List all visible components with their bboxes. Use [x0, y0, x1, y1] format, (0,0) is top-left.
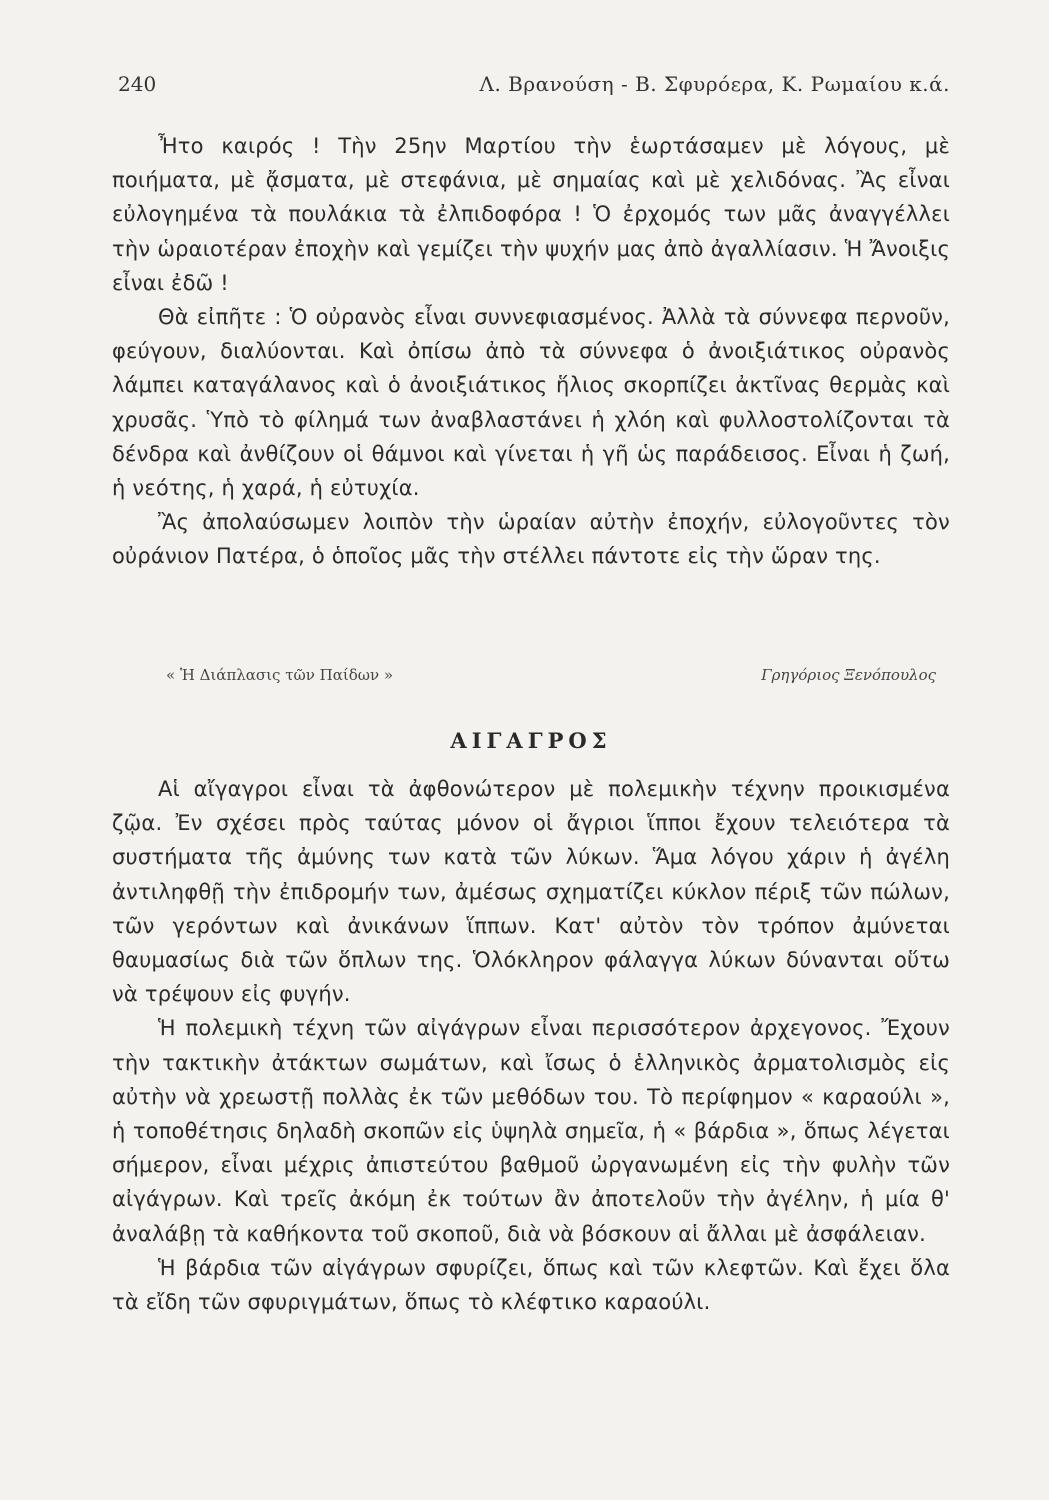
- paragraph: Ἂς ἀπολαύσωμεν λοιπὸν τὴν ὡραίαν αὐτὴν ἐποχήν, εὐλογοῦντες τὸν οὐράνιον Πατέρα, ὁ ὁποῖος μᾶς τὴν στέλλει πάντοτε εἰς τὴν ὥραν της.: [112, 510, 950, 569]
- paragraph: Ἦτο καιρός ! Τὴν 25ην Μαρτίου τὴν ἑωρτάσαμεν μὲ λόγους, μὲ ποιήματα, μὲ ᾄσματα, μὲ στεφάνια, μὲ σημαίας καὶ μὲ χελιδόνας. Ἂς εἶναι εὐλογημένα τὰ πουλάκια τὰ ἐλπιδοφόρα ! Ὁ ἐρχομός των μᾶς ἀναγγέλλει τὴν ὡραιοτέραν ἐποχὴν καὶ γεμίζει τὴν ψυχήν μας ἀπὸ ἀγαλλίασιν. Ἡ Ἄνοιξις εἶναι ἐδῶ !: [112, 134, 950, 295]
- source-author: Γρηγόριος Ξενόπουλος: [761, 666, 936, 684]
- source-attribution: [112, 660, 950, 690]
- paragraph: Αἱ αἴγαγροι εἶναι τὰ ἀφθονώτερον μὲ πολεμικὴν τέχνην προικισμένα ζῷα. Ἐν σχέσει πρὸς ταύτας μόνον οἱ ἄγριοι ἵπποι ἔχουν τελειότερα τὰ συστήματα τῆς ἀμύνης των κατὰ τῶν λύκων. Ἅμα λόγου χάριν ἡ ἀγέλη ἀντιληφθῇ τὴν ἐπιδρομήν των, ἀμέσως σχηματίζει κύκλον πέριξ τῶν πώλων, τῶν γερόντων καὶ ἀνικάνων ἵππων. Κατ' αὐτὸν τὸν τρόπον ἀμύνεται θαυμασίως διὰ τῶν ὅπλων της. Ὁλόκληρον φάλαγγα λύκων δύνανται οὕτω νὰ τρέψουν εἰς φυγήν.: [112, 777, 950, 1007]
- paragraph: Ἡ πολεμικὴ τέχνη τῶν αἰγάγρων εἶναι περισσότερον ἀρχεγονος. Ἔχουν τὴν τακτικὴν ἀτάκτων σωμάτων, καὶ ἴσως ὁ ἑλληνικὸς ἀρματολισμὸς εἰς αὐτὴν νὰ χρεωστῇ πολλὰς ἐκ τῶν μεθόδων του. Τὸ περίφημον « καραούλι », ἡ τοποθέτησις δηλαδὴ σκοπῶν εἰς ὑψηλὰ σημεῖα, ἡ « βάρδια », ὅπως λέγεται σήμερον, εἶναι μέχρις ἀπιστεύτου βαθμοῦ ὠργανωμένη εἰς τὴν φυλὴν τῶν αἰγάγρων. Καὶ τρεῖς ἀκόμη ἐκ τούτων ἂν ἀποτελοῦν τὴν ἀγέλην, ἡ μία θ' ἀναλάβῃ τὰ καθήκοντα τοῦ σκοποῦ, διὰ νὰ βόσκουν αἱ ἄλλαι μὲ ἀσφάλειαν.: [112, 1016, 950, 1246]
- passage-aigagros: [112, 772, 950, 1319]
- page-header: [112, 64, 950, 104]
- source-book: « Ἡ Διάπλασις τῶν Παίδων »: [166, 666, 394, 684]
- running-title: Λ. Βρανούση - Β. Σφυρόερα, Κ. Ρωμαίου κ.ά.: [479, 72, 950, 96]
- page-number: 240: [118, 72, 157, 96]
- paragraph: Ἡ βάρδια τῶν αἰγάγρων σφυρίζει, ὅπως καὶ τῶν κλεφτῶν. Καὶ ἔχει ὅλα τὰ εἴδη τῶν σφυριγμάτων, ὅπως τὸ κλέφτικο καραούλι.: [112, 1255, 950, 1315]
- paragraph: Θὰ εἰπῆτε : Ὁ οὐρανὸς εἶναι συννεφιασμένος. Ἀλλὰ τὰ σύννεφα περνοῦν, φεύγουν, διαλύονται. Καὶ ὀπίσω ἀπὸ τὰ σύννεφα ὁ ἀνοιξιάτικος οὐρανὸς λάμπει καταγάλανος καὶ ὁ ἀνοιξιάτικος ἥλιος σκορπίζει ἀκτῖνας θερμὰς καὶ χρυσᾶς. Ὑπὸ τὸ φίλημά των ἀναβλαστάνει ἡ χλόη καὶ φυλλοστολίζονται τὰ δένδρα καὶ ἀνθίζουν οἱ θάμνοι καὶ γίνεται ἡ γῆ ὡς παράδεισος. Εἶναι ἡ ζωή, ἡ νεότης, ἡ χαρά, ἡ εὐτυχία.: [112, 305, 950, 501]
- passage-spring: [112, 129, 950, 574]
- section-title: ΑΙΓΑΓΡΟΣ: [450, 728, 612, 753]
